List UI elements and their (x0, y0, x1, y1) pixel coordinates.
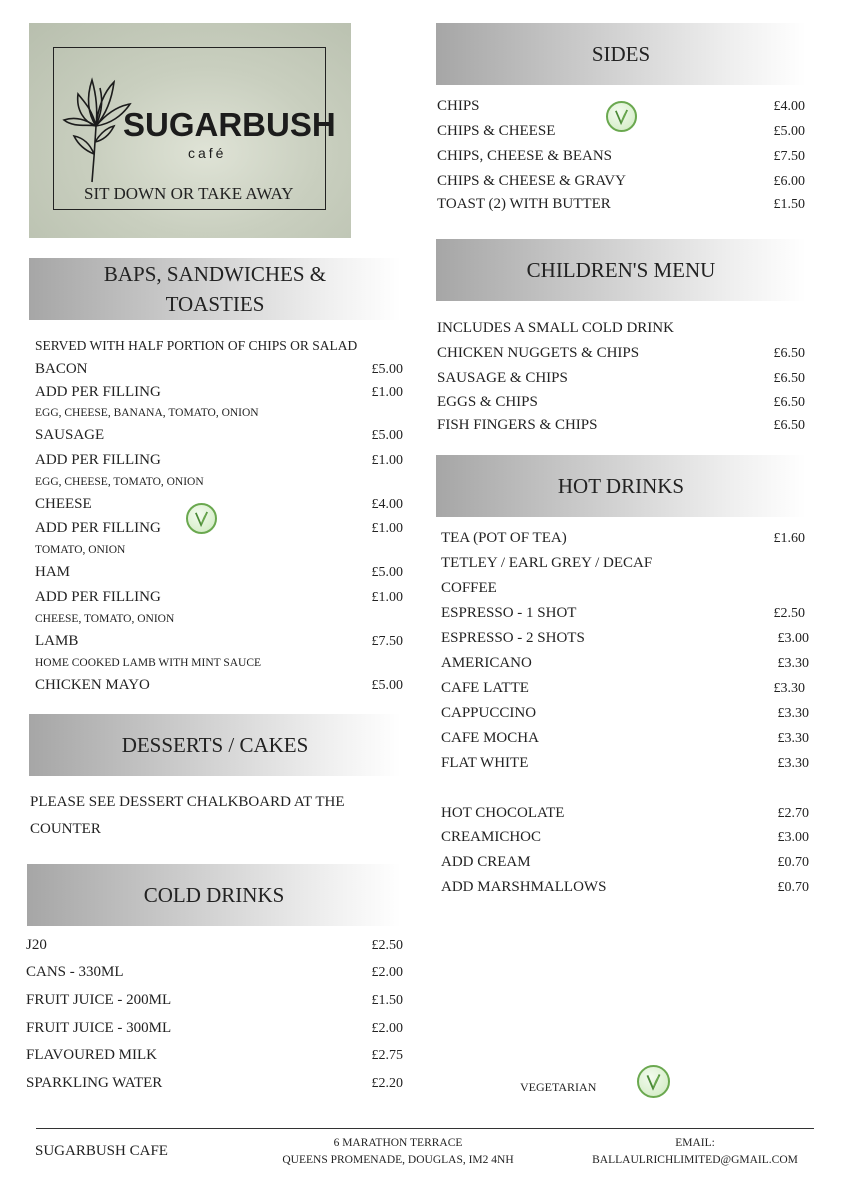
childrens-menu-heading: CHILDREN'S MENU (526, 257, 716, 282)
desserts-note-line1: PLEASE SEE DESSERT CHALKBOARD AT THE (30, 794, 345, 810)
menu-item-price: £3.30 (777, 731, 809, 746)
menu-item-price: £2.70 (777, 806, 809, 821)
menu-item-detail: HOME COOKED LAMB WITH MINT SAUCE (35, 657, 262, 669)
menu-item-name: HAM (35, 564, 71, 580)
menu-item-price: £4.00 (371, 497, 403, 512)
menu-item-name: SAUSAGE & CHIPS (437, 370, 568, 386)
menu-item-price: £3.00 (777, 631, 809, 646)
menu-item-name: TETLEY / EARL GREY / DECAF (441, 555, 653, 571)
menu-item-price: £2.00 (371, 1021, 403, 1036)
desserts-note-line2: COUNTER (30, 821, 101, 837)
logo-tagline: SIT DOWN OR TAKE AWAY (84, 184, 294, 203)
section-header-hot-drinks (436, 455, 806, 517)
menu-item-name: CHIPS & CHEESE (437, 123, 556, 139)
menu-item-name: CAPPUCCINO (441, 705, 537, 721)
sides-heading: SIDES (591, 41, 651, 66)
baps-heading-line1: BAPS, SANDWICHES & (103, 262, 327, 286)
menu-item-price: £6.50 (773, 371, 805, 386)
menu-item-price: £5.00 (371, 428, 403, 443)
menu-item-price: £3.30 (777, 756, 809, 771)
menu-item-price: £2.50 (773, 606, 805, 621)
baps-heading-line2: TOASTIES (165, 292, 265, 316)
menu-item-name: LAMB (35, 633, 79, 649)
hot-drinks-heading: HOT DRINKS (557, 473, 685, 498)
menu-item-price: £6.50 (773, 418, 805, 433)
desserts-heading: DESSERTS / CAKES (121, 732, 309, 757)
menu-item-name: SAUSAGE (35, 427, 105, 443)
menu-item-price: £3.30 (773, 681, 805, 696)
menu-item-detail: EGG, CHEESE, BANANA, TOMATO, ONION (35, 407, 259, 419)
menu-item-price: £5.00 (371, 362, 403, 377)
menu-item-name: ADD PER FILLING (35, 384, 161, 400)
menu-item-name: ESPRESSO - 2 SHOTS (441, 630, 585, 646)
menu-item-name: CHIPS (437, 98, 480, 114)
logo-title: SUGARBUSH (123, 106, 336, 143)
vegetarian-leaf-icon (186, 503, 217, 534)
footer-address-line2: QUEENS PROMENADE, DOUGLAS, IM2 4NH (282, 1154, 514, 1166)
menu-item-name: FISH FINGERS & CHIPS (437, 417, 598, 433)
footer-email[interactable]: BALLAULRICHLIMITED@GMAIL.COM (592, 1154, 798, 1166)
menu-item-price: £1.00 (371, 453, 403, 468)
menu-item-name: CHEESE (35, 496, 92, 512)
menu-item-price: £2.00 (371, 965, 403, 980)
menu-item-price: £7.50 (371, 634, 403, 649)
menu-item-price: £6.50 (773, 395, 805, 410)
menu-item-detail: TOMATO, ONION (35, 544, 126, 556)
baps-note: SERVED WITH HALF PORTION OF CHIPS OR SALAD (35, 338, 358, 353)
menu-item-name: J20 (26, 937, 47, 953)
menu-item-name: TOAST (2) WITH BUTTER (437, 196, 611, 212)
section-header-baps (29, 258, 401, 320)
menu-item-name: FLAT WHITE (441, 755, 529, 771)
menu-item-price: £3.30 (777, 706, 809, 721)
menu-item-price: £0.70 (777, 855, 809, 870)
menu-item-price: £6.50 (773, 346, 805, 361)
menu-item-name: CAFE MOCHA (441, 730, 539, 746)
section-header-sides (436, 23, 806, 85)
menu-item-price: £1.50 (371, 993, 403, 1008)
menu-item-price: £1.60 (773, 531, 805, 546)
menu-item-detail: EGG, CHEESE, TOMATO, ONION (35, 476, 204, 488)
menu-item-name: COFFEE (441, 580, 497, 596)
menu-item-name: ESPRESSO - 1 SHOT (441, 605, 577, 621)
menu-item-name: FRUIT JUICE - 200ML (26, 992, 172, 1008)
menu-item-price: £3.30 (777, 656, 809, 671)
childrens-note: INCLUDES A SMALL COLD DRINK (437, 320, 674, 336)
menu-item-price: £0.70 (777, 880, 809, 895)
menu-item-price: £1.00 (371, 385, 403, 400)
vegetarian-leaf-icon (637, 1065, 670, 1098)
menu-item-name: CAFE LATTE (441, 680, 529, 696)
menu-item-name: ADD PER FILLING (35, 589, 161, 605)
menu-item-price: £3.00 (777, 830, 809, 845)
menu-item-price: £5.00 (773, 124, 805, 139)
menu-item-name: ADD PER FILLING (35, 452, 161, 468)
menu-item-name: EGGS & CHIPS (437, 394, 538, 410)
menu-item-name: SPARKLING WATER (26, 1075, 163, 1091)
menu-item-name: ADD MARSHMALLOWS (441, 879, 607, 895)
footer-business-name: SUGARBUSH CAFE (35, 1143, 168, 1159)
menu-item-name: FRUIT JUICE - 300ML (26, 1020, 172, 1036)
menu-item-price: £6.00 (773, 174, 805, 189)
menu-item-name: BACON (35, 361, 88, 377)
footer-address-line1: 6 MARATHON TERRACE (333, 1137, 463, 1149)
menu-item-price: £1.50 (773, 197, 805, 212)
vegetarian-legend-label: VEGETARIAN (520, 1080, 597, 1094)
menu-item-name: ADD PER FILLING (35, 520, 161, 536)
menu-item-price: £1.00 (371, 590, 403, 605)
section-header-childrens-menu (436, 239, 806, 301)
footer-email-label: EMAIL: (675, 1137, 715, 1149)
cold-drinks-heading: COLD DRINKS (143, 882, 285, 907)
vegetarian-leaf-icon (606, 101, 637, 132)
menu-item-name: ADD CREAM (441, 854, 531, 870)
menu-item-name: TEA (POT OF TEA) (441, 530, 567, 546)
menu-item-name: CHIPS & CHEESE & GRAVY (437, 173, 626, 189)
menu-item-price: £2.20 (371, 1076, 403, 1091)
menu-item-name: AMERICANO (441, 655, 532, 671)
menu-item-name: CREAMICHOC (441, 829, 542, 845)
footer-divider (36, 1128, 814, 1129)
logo-subtitle: café (188, 145, 227, 161)
menu-item-name: HOT CHOCOLATE (441, 805, 565, 821)
menu-item-price: £1.00 (371, 521, 403, 536)
menu-item-name: CHICKEN MAYO (35, 677, 150, 693)
menu-item-name: FLAVOURED MILK (26, 1047, 157, 1063)
menu-item-price: £5.00 (371, 565, 403, 580)
section-header-cold-drinks (27, 864, 401, 926)
section-header-desserts (29, 714, 401, 776)
menu-item-price: £2.75 (371, 1048, 403, 1063)
menu-item-name: CANS - 330ML (26, 964, 124, 980)
menu-item-detail: CHEESE, TOMATO, ONION (35, 613, 175, 625)
menu-item-name: CHIPS, CHEESE & BEANS (437, 148, 613, 164)
menu-item-price: £5.00 (371, 678, 403, 693)
menu-item-price: £4.00 (773, 99, 805, 114)
menu-item-price: £2.50 (371, 938, 403, 953)
menu-item-name: CHICKEN NUGGETS & CHIPS (437, 345, 640, 361)
menu-item-price: £7.50 (773, 149, 805, 164)
